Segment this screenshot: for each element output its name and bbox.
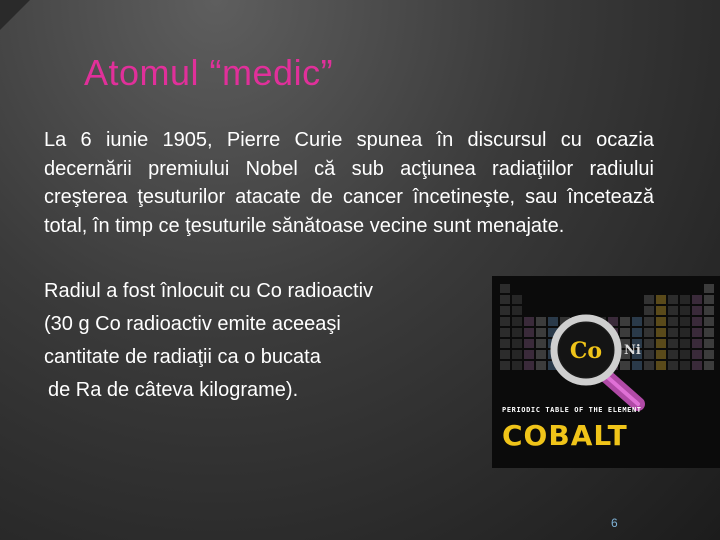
slide-paragraph: La 6 iunie 1905, Pierre Curie spunea în discursul cu ocazia decernării premiului Nobel că sub acţiunea radiaţiilor radiului creşterea ţesuturilor atacate de cancer încetineşte, sau încetează total, în timp ce ţesuturile sănătoase vecine sunt menajate. — [44, 129, 654, 237]
periodic-cell — [680, 295, 690, 304]
periodic-cell — [656, 339, 666, 348]
cobalt-periodic-table-image — [492, 276, 720, 468]
image-caption-small: PERIODIC TABLE OF THE ELEMENT — [502, 406, 642, 414]
periodic-cell — [668, 306, 678, 315]
periodic-cell — [620, 361, 630, 370]
partial-symbol: Ni — [624, 343, 641, 358]
periodic-cell — [644, 317, 654, 326]
periodic-cell — [668, 295, 678, 304]
periodic-cell — [656, 361, 666, 370]
periodic-cell — [656, 350, 666, 359]
image-caption-big: COBALT — [502, 419, 628, 452]
periodic-cell — [500, 350, 510, 359]
periodic-cell — [656, 295, 666, 304]
periodic-cell — [524, 350, 534, 359]
periodic-cell — [692, 306, 702, 315]
periodic-cell — [704, 284, 714, 293]
periodic-cell — [644, 361, 654, 370]
element-symbol: Co — [569, 338, 603, 364]
periodic-cell — [692, 339, 702, 348]
periodic-cell — [692, 361, 702, 370]
periodic-cell — [668, 328, 678, 337]
periodic-cell — [536, 339, 546, 348]
slide-line-4: de Ra de câteva kilograme). — [48, 379, 299, 401]
periodic-cell — [620, 328, 630, 337]
periodic-cell — [548, 317, 558, 326]
slide-corner-decoration — [0, 0, 30, 30]
periodic-cell — [668, 317, 678, 326]
slide-line-1: Radiul a fost înlocuit cu Co radioactiv — [44, 280, 374, 302]
periodic-cell — [512, 317, 522, 326]
periodic-cell — [704, 317, 714, 326]
periodic-cell — [500, 306, 510, 315]
periodic-cell — [500, 339, 510, 348]
page-number: 6 — [611, 516, 618, 530]
periodic-cell — [692, 350, 702, 359]
periodic-cell — [704, 339, 714, 348]
slide-line-2: (30 g Co radioactiv emite aceeaşi — [44, 313, 341, 335]
periodic-cell — [536, 328, 546, 337]
periodic-cell — [704, 328, 714, 337]
periodic-cell — [704, 306, 714, 315]
periodic-cell — [512, 295, 522, 304]
periodic-cell — [536, 361, 546, 370]
periodic-cell — [512, 339, 522, 348]
periodic-cell — [620, 317, 630, 326]
periodic-cell — [644, 339, 654, 348]
periodic-cell — [524, 361, 534, 370]
periodic-cell — [512, 306, 522, 315]
periodic-cell — [680, 306, 690, 315]
periodic-cell — [680, 361, 690, 370]
periodic-cell — [668, 350, 678, 359]
periodic-cell — [704, 350, 714, 359]
periodic-cell — [500, 317, 510, 326]
slide-line-3: cantitate de radiaţii ca o bucata — [44, 346, 321, 368]
periodic-cell — [656, 328, 666, 337]
periodic-cell — [692, 295, 702, 304]
periodic-cell — [524, 328, 534, 337]
periodic-cell — [500, 361, 510, 370]
periodic-cell — [644, 295, 654, 304]
periodic-cell — [632, 328, 642, 337]
periodic-cell — [656, 317, 666, 326]
periodic-cell — [500, 328, 510, 337]
periodic-cell — [536, 317, 546, 326]
periodic-cell — [644, 328, 654, 337]
periodic-cell — [500, 295, 510, 304]
periodic-cell — [632, 317, 642, 326]
periodic-cell — [644, 350, 654, 359]
periodic-cell — [512, 350, 522, 359]
periodic-cell — [680, 350, 690, 359]
periodic-cell — [692, 328, 702, 337]
periodic-cell — [680, 339, 690, 348]
periodic-cell — [668, 339, 678, 348]
periodic-cell — [704, 295, 714, 304]
periodic-cell — [512, 361, 522, 370]
periodic-cell — [644, 306, 654, 315]
periodic-cell — [632, 361, 642, 370]
periodic-cell — [704, 361, 714, 370]
periodic-cell — [656, 306, 666, 315]
periodic-cell — [680, 328, 690, 337]
periodic-cell — [692, 317, 702, 326]
slide-title: Atomul “medic” — [84, 52, 334, 93]
periodic-cell — [680, 317, 690, 326]
periodic-cell — [512, 328, 522, 337]
periodic-cell — [500, 284, 510, 293]
periodic-cell — [524, 317, 534, 326]
periodic-cell — [536, 350, 546, 359]
periodic-cell — [524, 339, 534, 348]
periodic-cell — [668, 361, 678, 370]
